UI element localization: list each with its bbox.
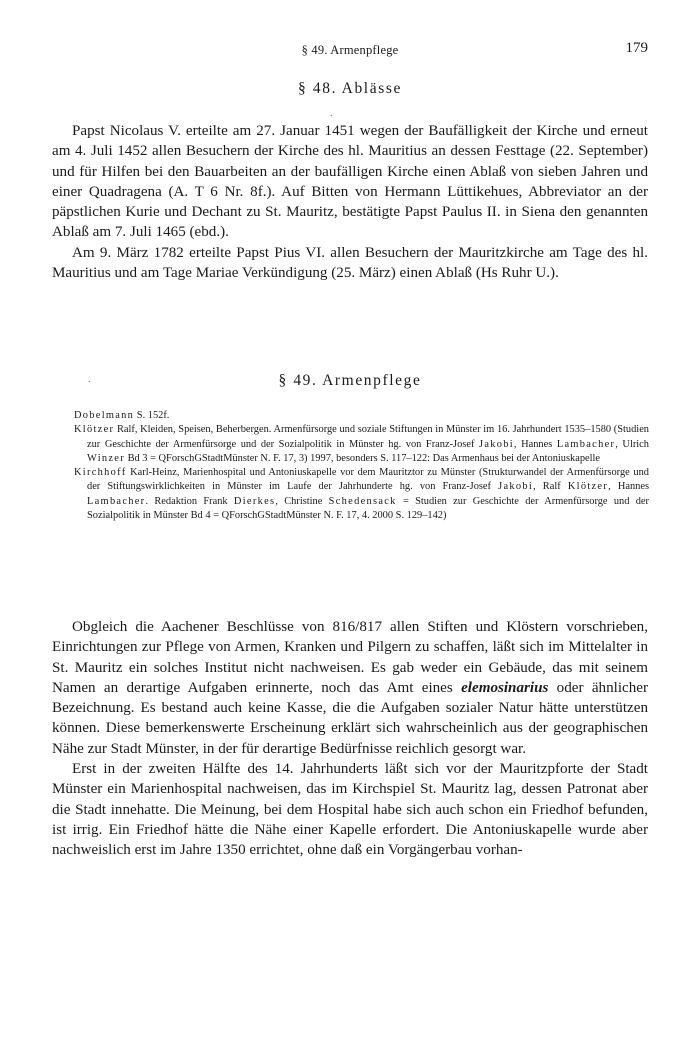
- paragraph: Obgleich die Aachener Beschlüsse von 816/817 allen Stiften und Klöstern vorschrieben, Einrichtungen zur Pflege von Armen, Kranken und Pilgern zu schaffen, läßt sich im Mittelalter in St. Mauritz ein solches Institut nicht nachweisen. Es gab weder ein Gebäude, das mit seinem Namen an derartige Aufgaben erinnerte, noch das Amt eines elemosinarius oder ähnlicher Bezeichnung. Es bestand auch keine Kasse, die die Aufgaben sozialer Natur hätte unterstützen können. Diese bemerkenswerte Erscheinung erklärt sich wahrscheinlich aus der geographischen Nähe zur Stadt Münster, in der für derartige Bedürfnisse reichlich gesorgt war.: [52, 619, 648, 757]
- editor-name: Dierkes: [233, 495, 276, 507]
- author-name: Kirchhoff: [74, 467, 127, 479]
- paragraph: Papst Nicolaus V. erteilte am 27. Januar 1451 wegen der Baufälligkeit der Kirche und erneut am 4. Juli 1452 allen Besuchern der Kirche des hl. Mauritius an dessen Festtage (22. September) und für Hilfen bei den Bauarbeiten an der baufälligen Kirche einen Ablaß von sieben Jahren und einer Quadragena (A. T 6 Nr. 8f.). Auf Bitten von Hermann Lüttikehues, Abbreviator an der päpstlichen Kurie und Dechant zu St. Mauritz, bestätigte Papst Paulus II. in Siena den genannten Ablaß am 7. Juli 1465 (ebd.).: [52, 123, 648, 241]
- speck-mark: .: [88, 374, 91, 385]
- bibliography-entry: Klötzer Ralf, Kleiden, Speisen, Beherbergen. Armenfürsorge und soziale Stiftungen in Münster im 16. Jahrhundert 1535–1580 (Studien zur Geschichte der Armenfürsorge und der Sozialpolitik in Münster hg. von Franz-Josef Jakobi, Hannes Lambacher, Ulrich Winzer Bd 3 = QForschGStadtMünster N. F. 17, 3) 1997, besonders S. 117–122: Das Armenhaus bei der Antoniuskapelle: [74, 424, 649, 464]
- editor-name: Lambacher: [87, 495, 146, 507]
- editor-name: Jakobi: [498, 481, 534, 493]
- editor-name: Jakobi: [478, 438, 514, 450]
- running-title: § 49. Armenpflege: [301, 43, 399, 57]
- latin-term: elemosinarius: [461, 679, 549, 696]
- page-number: 179: [625, 40, 648, 56]
- editor-name: Schedensack: [328, 495, 397, 507]
- author-name: Dobelmann: [74, 410, 135, 421]
- speck-mark: .: [330, 108, 333, 119]
- section-49-heading: § 49. Armenpflege: [278, 372, 422, 389]
- section-48-body: [52, 121, 648, 283]
- section-48-heading: § 48. Ablässe: [298, 80, 402, 97]
- running-head: [52, 40, 648, 60]
- editor-name: Klötzer: [567, 481, 609, 493]
- editor-name: Lambacher: [556, 438, 616, 450]
- author-name: Klötzer: [74, 424, 115, 436]
- bibliography-entry: Dobelmann S. 152f.: [74, 410, 170, 421]
- section-49-body: [52, 617, 648, 861]
- paragraph: Erst in der zweiten Hälfte des 14. Jahrhunderts läßt sich vor der Mauritzpforte der Stadt Münster ein Marienhospital nachweisen, das im Kirchspiel St. Mauritz lag, dessen Patronat aber die Stadt innehatte. Die Meinung, bei dem Hospital habe sich auch schon ein Friedhof befunden, ist irrig. Ein Friedhof hätte die Nähe einer Kapelle erfordert. Die Antoniuskapelle wurde aber nachweislich erst im Jahre 1350 errichtet, ohne daß ein Vorgängerbau vorhan-: [52, 761, 648, 859]
- bibliography-entry: Kirchhoff Karl-Heinz, Marienhospital und Antoniuskapelle vor dem Mauritztor zu Münster (Strukturwandel der Armenfürsorge und der Stiftungswirklichkeiten in Münster im Laufe der Jahrhunderte hg. von Franz-Josef Jakobi, Ralf Klötzer, Hannes Lambacher. Redaktion Frank Dierkes, Christine Schedensack = Studien zur Geschichte der Armenfürsorge und der Sozialpolitik in Münster Bd 4 = QForschGStadtMünster N. F. 17, 4. 2000 S. 129–142): [74, 467, 650, 522]
- paragraph: Am 9. März 1782 erteilte Papst Pius VI. allen Besuchern der Mauritzkirche am Tage des hl. Mauritius und am Tage Mariae Verkündigung (25. März) einen Ablaß (Hs Ruhr U.).: [52, 244, 648, 282]
- bibliography: [74, 409, 649, 523]
- editor-name: Winzer: [87, 452, 125, 464]
